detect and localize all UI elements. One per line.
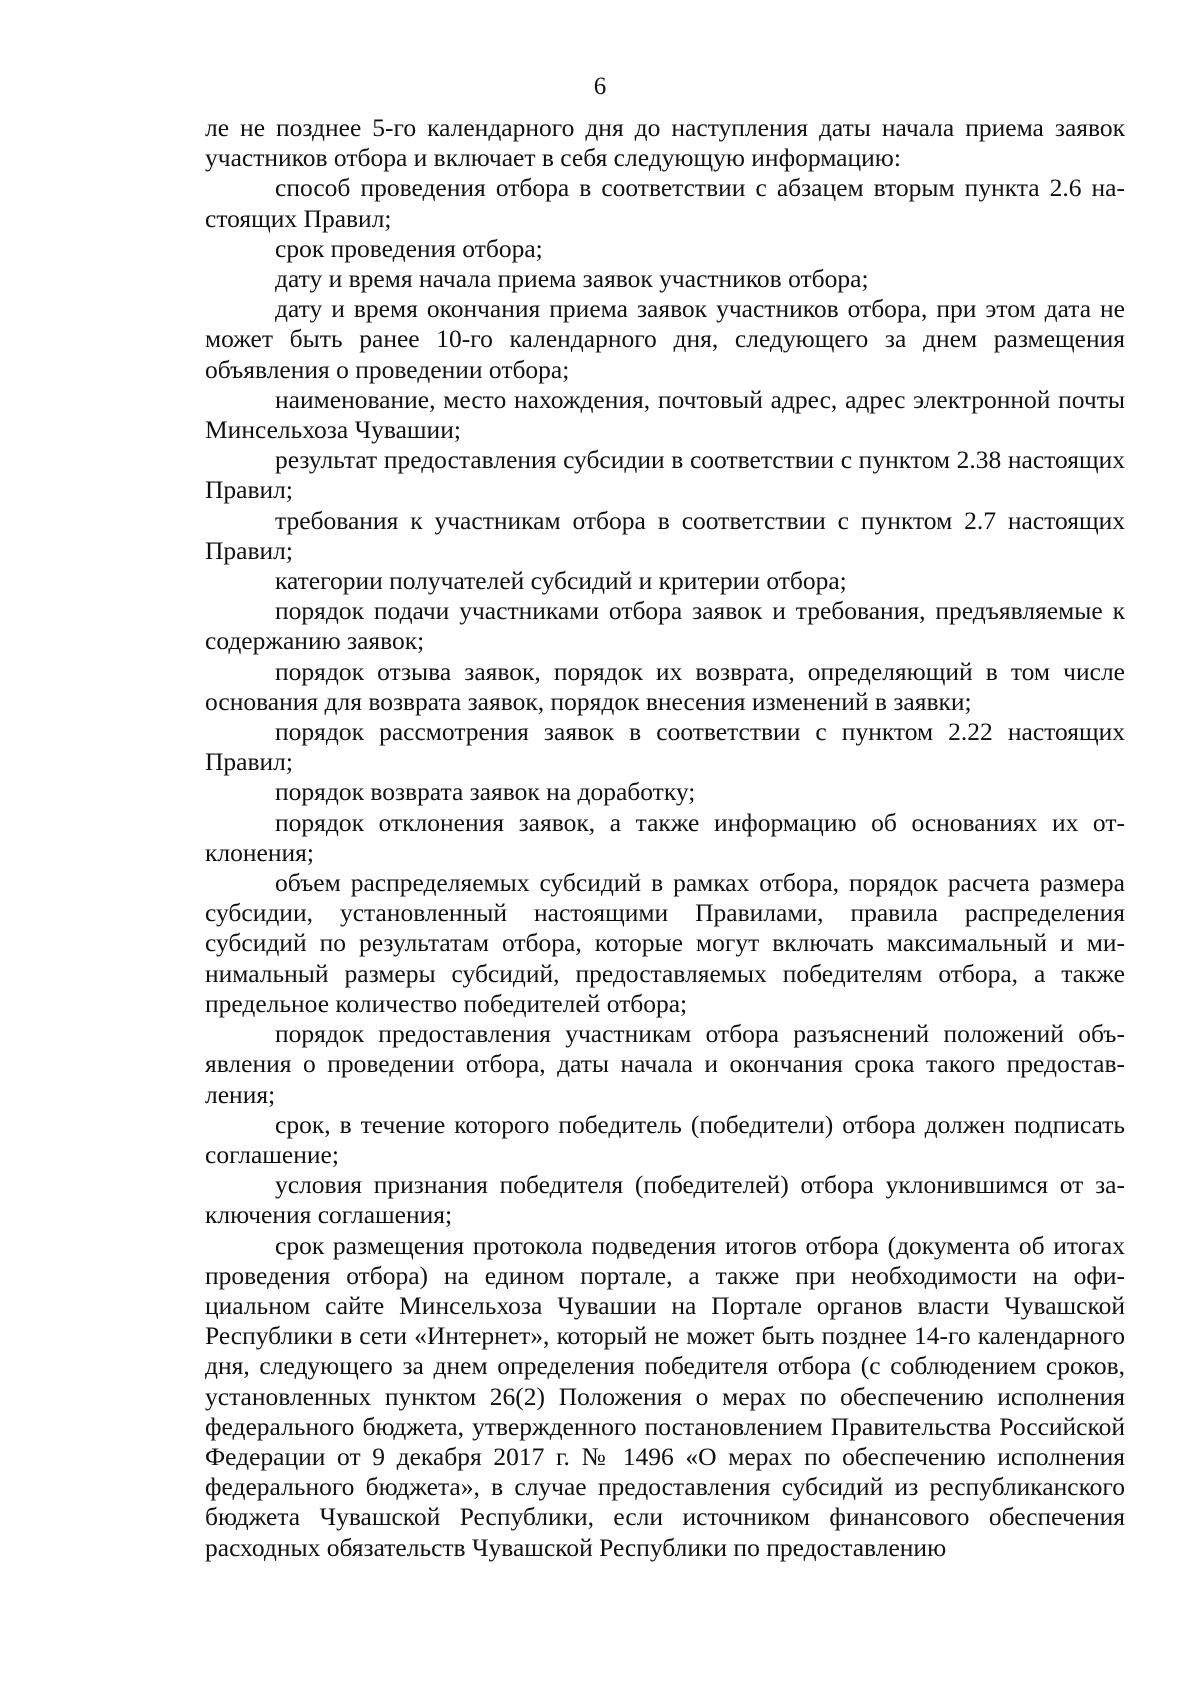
paragraph: порядок отзыва заявок, порядок их возврата, определяющий в том числе основания для возврата заявок, порядок внесения изменений в заявки;	[205, 656, 1125, 716]
paragraph: порядок предоставления участникам отбора разъяснений положений объявления о проведении отбора, даты начала и окончания срока такого предоставления;	[205, 1019, 1125, 1109]
paragraph: требования к участникам отбора в соответствии с пунктом 2.7 настоящих Правил;	[205, 505, 1125, 565]
paragraph: дату и время окончания приема заявок участников отбора, при этом дата не может быть ранее 10-го календарного дня, следующего за днем размещения объявления о проведении отбора;	[205, 294, 1125, 384]
paragraph: категории получателей субсидий и критерии отбора;	[275, 566, 847, 596]
paragraph: результат предоставления субсидии в соответствии с пунктом 2.38 настоящих Правил;	[205, 445, 1125, 505]
paragraph: наименование, место нахождения, почтовый адрес, адрес электронной почты Минсельхоза Чувашии;	[205, 384, 1125, 445]
paragraph: способ проведения отбора в соответствии с абзацем вторым пункта 2.6 настоящих Правил;	[205, 173, 1125, 233]
page-number: 6	[593, 73, 607, 100]
paragraph: условия признания победителя (победителей) отбора уклонившимся от заключения соглашения;	[205, 1170, 1125, 1230]
paragraph: порядок отклонения заявок, а также информацию об основаниях их отклонения;	[205, 807, 1125, 867]
paragraph: срок, в течение которого победитель (победители) отбора должен подписать соглашение;	[205, 1109, 1125, 1169]
paragraph: срок проведения отбора;	[275, 233, 543, 263]
paragraph: объем распределяемых субсидий в рамках отбора, порядок расчета размера субсидии, установленный настоящими Правилами, правила распределения субсидий по результатам отбора, которые могут включать максимальный и минимальный размеры субсидий, предоставляемых победителям отбора, а также предельное количество победителей отбора;	[205, 868, 1125, 1018]
paragraph: дату и время начала приема заявок участников отбора;	[275, 264, 869, 294]
paragraph: ле не позднее 5-го календарного дня до наступления даты начала приема заявок участников отбора и включает в себя следующую информацию:	[205, 113, 1125, 173]
paragraph: порядок подачи участниками отбора заявок и требования, предъявляемые к содержанию заявок;	[205, 596, 1125, 656]
paragraph: срок размещения протокола подведения итогов отбора (документа об итогах проведения отбора) на едином портале, а также при необходимости на официальном сайте Минсельхоза Чувашии на Портале органов власти Чувашской Республики в сети «Интернет», который не может быть позднее 14-го календарного дня, следующего за днем определения победителя отбора (с соблюдением сроков, установленных пунктом 26(2) Положения о мерах по обеспечению исполнения федерального бюджета, утвержденного постановлением Правительства Российской Федерации от 9 декабря 2017 г. № 1496 «О мерах по обеспечению исполнения федерального бюджета», в случае предоставления субсидий из республиканского бюджета Чувашской Республики, если источником финансового обеспечения расходных обязательств Чувашской Республики по предоставлению	[205, 1230, 1125, 1562]
document-body	[205, 113, 1125, 1563]
paragraph: порядок возврата заявок на доработку;	[275, 777, 696, 807]
paragraph: порядок рассмотрения заявок в соответствии с пунктом 2.22 настоящих Правил;	[205, 717, 1125, 777]
